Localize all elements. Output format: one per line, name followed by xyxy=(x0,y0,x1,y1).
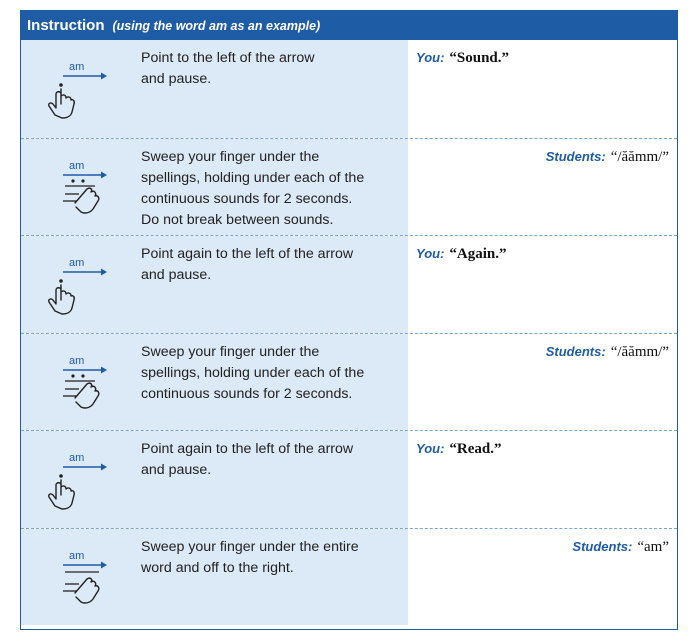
response-cell xyxy=(408,40,677,138)
icon-word: am xyxy=(69,452,85,464)
response-text: “Sound.” xyxy=(449,50,510,66)
speaker-label: You: xyxy=(416,246,445,261)
point-hand-icon xyxy=(21,40,141,138)
instruction-cell xyxy=(21,139,408,236)
table-rows xyxy=(21,40,677,625)
response-cell xyxy=(408,334,677,431)
icon-word: am xyxy=(69,257,85,269)
header-title: Instruction xyxy=(27,17,105,34)
instruction-line: and pause. xyxy=(141,462,212,478)
instruction-text xyxy=(141,40,403,138)
speaker-label: You: xyxy=(416,441,445,456)
instruction-line: continuous sounds for 2 seconds. xyxy=(141,385,353,402)
icon-word: am xyxy=(69,549,85,562)
table-row xyxy=(21,235,677,333)
instruction-cell xyxy=(21,40,408,138)
instruction-line: word and off to the right. xyxy=(141,559,294,576)
response-cell xyxy=(408,431,677,528)
response-text: “/ăămm/” xyxy=(610,343,669,360)
instruction-line: Sweep your finger under the xyxy=(141,343,320,360)
point-hand-icon xyxy=(21,236,141,333)
instruction-line: continuous sounds for 2 seconds. xyxy=(141,190,353,207)
response-cell xyxy=(408,139,677,236)
response-text: “am” xyxy=(637,538,669,555)
speaker-label: Students: xyxy=(545,148,606,164)
instruction-line: Sweep your finger under the xyxy=(141,148,320,165)
instruction-line: Point to the left of the arrow xyxy=(141,50,315,66)
instruction-line: and pause. xyxy=(141,267,212,283)
instruction-cell xyxy=(21,431,408,528)
instruction-text xyxy=(141,529,403,626)
table-row xyxy=(21,138,677,236)
speaker-label: Students: xyxy=(545,343,606,359)
instruction-text xyxy=(141,334,403,431)
response-cell xyxy=(408,529,677,626)
instruction-text xyxy=(141,431,403,528)
table-row xyxy=(21,528,677,626)
table-row xyxy=(21,430,677,528)
response-text: “/ăămm/” xyxy=(610,148,669,165)
instruction-text xyxy=(141,139,403,236)
response-cell xyxy=(408,236,677,333)
sweep-off-hand-icon xyxy=(21,529,141,626)
instruction-line: spellings, holding under each of the xyxy=(141,364,365,381)
response-text: “Again.” xyxy=(449,246,507,262)
instruction-cell xyxy=(21,236,408,333)
table-header xyxy=(21,11,677,40)
speaker-label: You: xyxy=(416,50,445,65)
instruction-table xyxy=(20,10,678,630)
instruction-line: Sweep your finger under the entire xyxy=(141,538,359,555)
instruction-line: Point again to the left of the arrow xyxy=(141,441,354,457)
sweep-hand-icon xyxy=(21,139,141,236)
instruction-line: Point again to the left of the arrow xyxy=(141,246,354,262)
point-hand-icon xyxy=(21,431,141,528)
instruction-text xyxy=(141,236,403,333)
table-row xyxy=(21,333,677,431)
instruction-line: Do not break between sounds. xyxy=(141,211,334,228)
table-row xyxy=(21,40,677,138)
response-text: “Read.” xyxy=(449,441,502,457)
icon-word: am xyxy=(69,354,85,367)
instruction-line: and pause. xyxy=(141,71,212,87)
header-subtitle: (using the word am as an example) xyxy=(112,18,321,33)
icon-word: am xyxy=(69,159,85,172)
instruction-cell xyxy=(21,529,408,626)
sweep-hand-icon xyxy=(21,334,141,431)
icon-word: am xyxy=(69,61,85,73)
speaker-label: Students: xyxy=(572,538,633,554)
instruction-line: spellings, holding under each of the xyxy=(141,169,365,186)
instruction-cell xyxy=(21,334,408,431)
